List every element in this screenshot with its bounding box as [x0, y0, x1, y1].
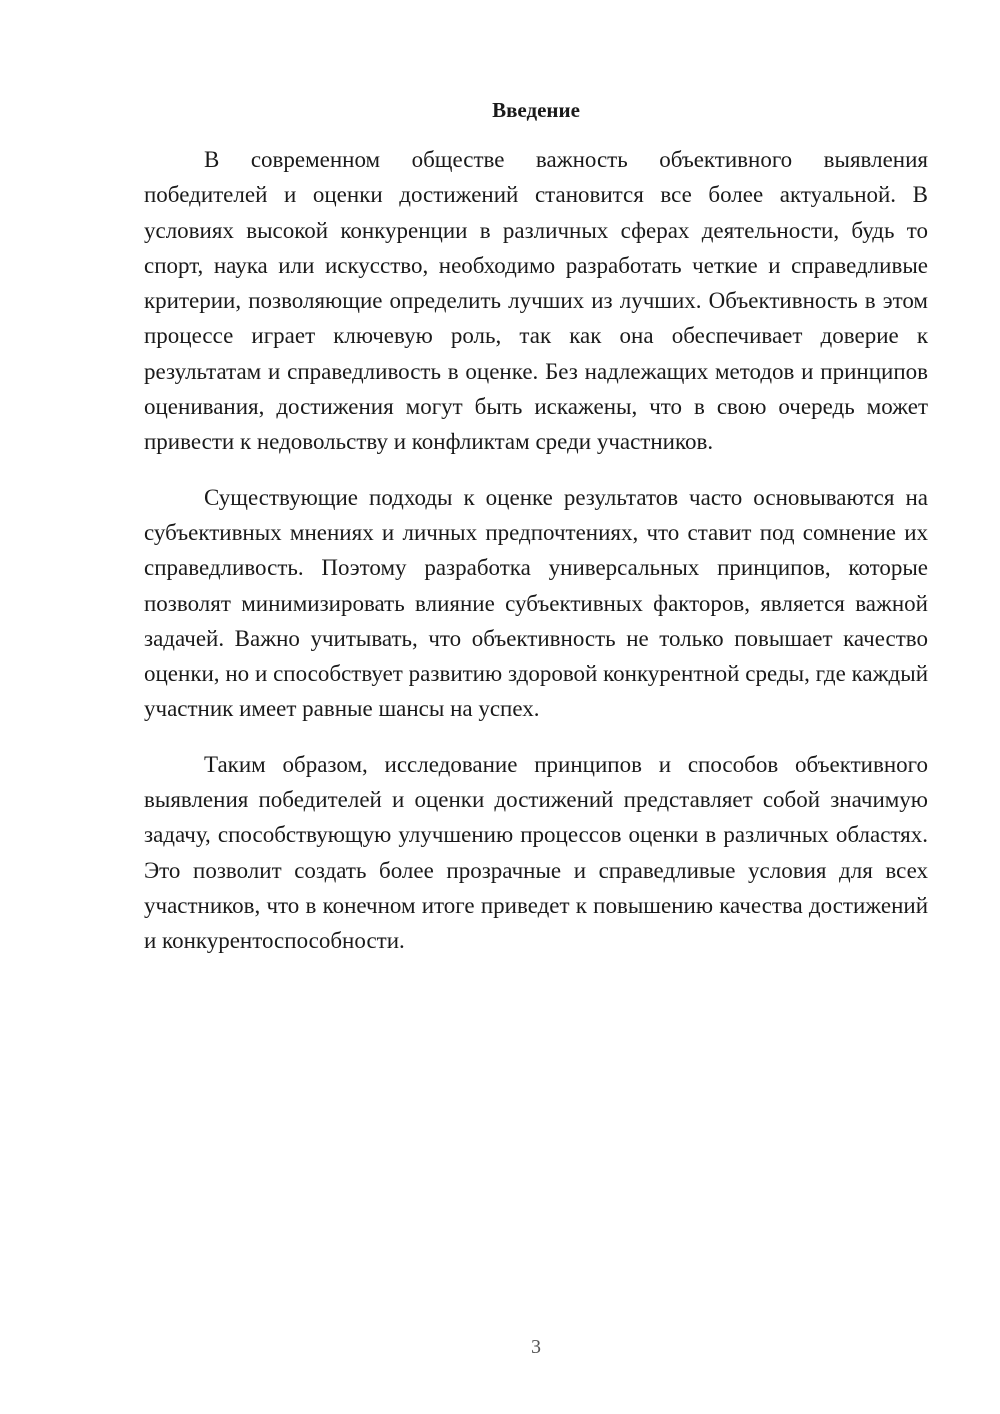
paragraph-1: В современном обществе важность объективного выявления победителей и оценки достижений становится все более актуальной. В условиях высокой конкуренции в различных сферах деятельности, будь то спорт, наука или искусство, необходимо разработать четкие и справедливые критерии, позволяющие определить лучших из лучших. Объективность в этом процессе играет ключевую роль, так как она обеспечивает доверие к результатам и справедливость в оценке. Без надлежащих методов и принципов оценивания, достижения могут быть искажены, что в свою очередь может привести к недовольству и конфликтам среди участников.	[144, 147, 928, 455]
page-number: 3	[531, 1336, 541, 1358]
paragraph-2: Существующие подходы к оценке результатов часто основываются на субъективных мнениях и личных предпочтениях, что ставит под сомнение их справедливость. Поэтому разработка универсальных принципов, которые позволят минимизировать влияние субъективных факторов, является важной задачей. Важно учитывать, что объективность не только повышает качество оценки, но и способствует развитию здоровой конкурентной среды, где каждый участник имеет равные шансы на успех.	[144, 484, 928, 722]
section-heading: Введение	[492, 98, 580, 122]
body-text	[144, 142, 928, 979]
paragraph-3: Таким образом, исследование принципов и способов объективного выявления победителей и оценки достижений представляет собой значимую задачу, способствующую улучшению процессов оценки в различных областях. Это позволит создать более прозрачные и справедливые условия для всех участников, что в конечном итоге приведет к повышению качества достижений и конкурентоспособности.	[144, 751, 928, 954]
